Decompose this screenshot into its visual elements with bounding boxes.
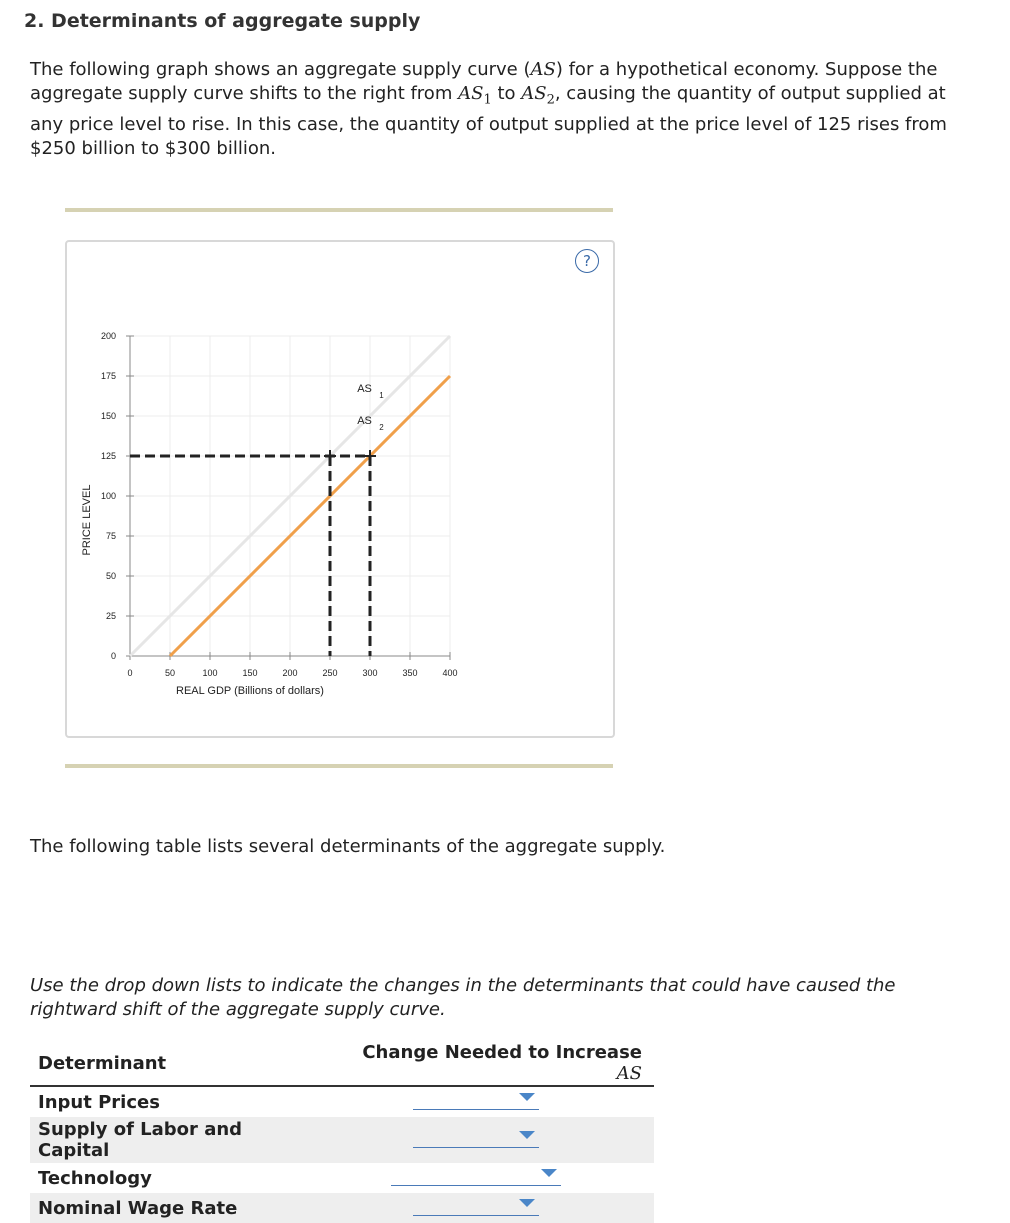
y-axis-title: PRICE LEVEL [81,484,93,556]
determinant-input-prices: Input Prices [38,1091,160,1113]
table-row [30,1117,654,1163]
curve-label-as2: AS [357,415,372,427]
series-line-as2 [170,376,450,656]
intro-text-2: ) for a hypothetical economy. Suppose the aggregate supply curve shifts to the right from [30,59,938,104]
change-column-header [325,1040,655,1086]
subscript: 2 [546,92,555,108]
y-tick-label: 25 [105,611,116,621]
chevron-down-icon [541,1169,557,1177]
x-tick-label: 200 [282,668,298,678]
chevron-down-icon [519,1131,535,1139]
x-tick-label: 100 [202,668,218,678]
labor-capital-dropdown[interactable] [413,1127,539,1148]
intro-text-4: , causing the quantity of output supplied at any price level to rise. In this case, the quantity of output supplied at the price level of 125 rises from $250 billion to $300 billion. [30,83,947,159]
x-tick-label: 300 [362,668,378,678]
x-axis-title: REAL GDP (Billions of dollars) [176,685,324,697]
table-row [30,1086,654,1117]
y-tick-label: 100 [100,491,116,501]
x-tick-label: 250 [322,668,338,678]
x-tick-label: 400 [442,668,458,678]
change-header-math: AS [616,1063,642,1084]
curve-label-subscript: 2 [379,423,384,432]
determinant-nominal-wage: Nominal Wage Rate [30,1193,325,1223]
y-tick-label: 150 [100,411,116,421]
intro-math-as: AS [530,59,556,80]
y-tick-label: 0 [110,651,116,661]
chevron-down-icon [519,1093,535,1101]
y-tick-label: 200 [100,331,116,341]
instructions-text: Use the drop down lists to indicate the changes in the determinants that could have caused the rightward shift of the aggregate supply curve. [30,975,896,1020]
x-tick-label: 0 [127,668,133,678]
determinant-column-header: Determinant [30,1040,325,1086]
intro-text-3: to [491,83,522,104]
nominal-wage-dropdown[interactable] [413,1195,539,1216]
page-title: 2. Determinants of aggregate supply [24,10,421,32]
intro-text-1: The following graph shows an aggregate supply curve ( [30,59,531,80]
subscript: 1 [483,92,492,108]
curve-label-as1: AS [357,383,372,395]
chevron-down-icon [519,1199,535,1207]
determinant-labor-capital: Supply of Labor and Capital [30,1117,325,1163]
technology-dropdown[interactable] [391,1165,561,1186]
x-tick-label: 150 [242,668,258,678]
table-intro-text: The following table lists several determinants of the aggregate supply. [30,836,666,857]
y-tick-label: 50 [105,571,116,581]
intro-math-as2: $AS_2$ [521,83,555,108]
y-tick-label: 75 [105,531,116,541]
determinant-technology: Technology [38,1167,152,1189]
table-row [30,1193,654,1223]
x-tick-label: 350 [402,668,418,678]
y-tick-label: 125 [100,451,116,461]
help-icon[interactable]: ? [575,249,599,273]
bottom-divider [65,764,613,768]
intro-math-as1: $AS_1$ [458,83,492,108]
curve-label-subscript: 1 [379,391,384,400]
input-prices-dropdown[interactable] [413,1089,539,1110]
y-tick-label: 175 [100,371,116,381]
table-row [30,1163,654,1193]
change-header-text: Change Needed to Increase [362,1042,642,1063]
x-tick-label: 50 [164,668,176,678]
